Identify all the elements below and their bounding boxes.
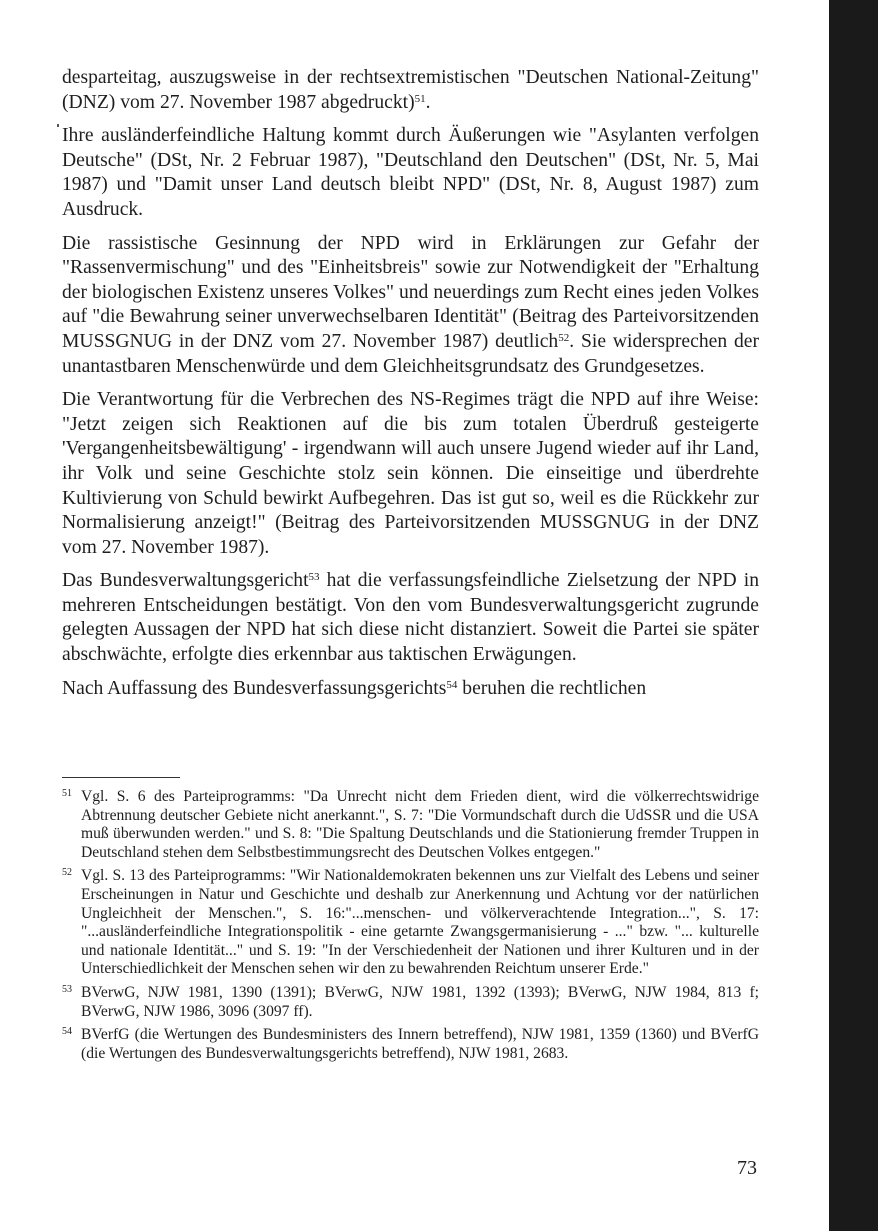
main-text [62, 66, 759, 710]
footnote-text: BVerfG (die Wertungen des Bundesministers des Innern betreffend), NJW 1981, 1359 (1360) und BVerfG (die Wertungen des Bundesverwaltungsgerichts betreffend), NJW 1981, 2683. [81, 1026, 759, 1062]
paragraph-1: desparteitag, auszugsweise in der rechtsextremistischen "Deutschen National-Zeitung" (DNZ) vom 27. November 1987 abgedruckt)$^{51}$. [62, 67, 759, 113]
footnote-54 [62, 1026, 759, 1063]
footnote-number: 51 [62, 788, 72, 799]
paragraph-6: Nach Auffassung des Bundesverfassungsgerichts$^{54}$ beruhen die rechtlichen [62, 677, 647, 699]
paragraph-4: Die Verantwortung für die Verbrechen des NS-Regimes trägt die NPD auf ihre Weise: "Jetzt zeigen sich Reaktionen auf die bis zum totalen Überdruß gesteigerte 'Vergangenheitsbewältigung' - irgendwann will auch unsere Jugend wieder auf ihr Land, ihr Volk und seine Geschichte stolz sein können. Die einseitige und überdrehte Kultivierung von Schuld bewirkt Aufbegehren. Das ist gut so, weil es die Rückkehr zur Normalisierung anzeigt!" (Beitrag des Parteivorsitzenden MUSSGNUG in der DNZ vom 27. November 1987). [62, 389, 759, 558]
footnote-number: 52 [62, 867, 72, 879]
footnote-text: Vgl. S. 6 des Parteiprogramms: "Da Unrecht nicht dem Frieden dient, wird die völkerrechtswidrige Abtrennung deutscher Gebiete nicht anerkannt.", S. 7: "Die Vormundschaft durch die UdSSR und die USA muß überwunden werden." und S. 8: "Die Spaltung Deutschlands und die Stationierung fremder Truppen in Deutschland stehen dem Selbstbestimmungsrecht des Deutschen Volkes entgegen." [81, 788, 759, 861]
footnote-53 [62, 984, 759, 1021]
footnote-ref-51[interactable]: 51 [414, 92, 426, 105]
footnote-text: Vgl. S. 13 des Parteiprogramms: "Wir Nationaldemokraten bekennen uns zur Vielfalt des Lebens und seiner Erscheinungen in Natur und Geschichte und deshalb zur Anerkennung und Achtung vor der natürlichen Ungleichheit der Menschen.", S. 16:"...menschen- und völkerverachtende Integration...", S. 17: "...ausländerfeindliche Integrationspolitik - eine getarnte Zwangsgermanisierung - ..." bzw. "... kulturelle und nationale Identität..." und S. 19: "In der Verschiedenheit der Nationen und ihrer Kulturen und in der Unterschiedlichkeit der Menschen sehen wir den zu bewahrenden Reichtum unserer Erde." [81, 867, 759, 978]
scan-edge-shadow [829, 0, 878, 1231]
footnote-number: 53 [62, 983, 72, 995]
paragraph-2: Ihre ausländerfeindliche Haltung kommt durch Äußerungen wie "Asylanten verfolgen Deutsche" (DSt, Nr. 2 Februar 1987), "Deutschland den Deutschen" (DSt, Nr. 5, Mai 1987) und "Damit unser Land deutsch bleibt NPD" (DSt, Nr. 8, August 1987) zum Ausdruck. [62, 125, 759, 220]
footnote-separator [62, 777, 180, 778]
footnote-number: 54 [62, 1026, 72, 1038]
paragraph-5: Das Bundesverwaltungsgericht$^{53}$ hat die verfassungsfeindliche Zielsetzung der NPD in mehreren Entscheidungen bestätigt. Von den vom Bundesverwaltungsgericht zugrunde gelegten Aussagen der NPD hat sich diese nicht distanziert. Soweit die Partei sie später abschwächte, erfolgte dies erkennbar aus taktischen Erwägungen. [62, 570, 759, 666]
footnote-ref-52[interactable]: 52 [558, 331, 570, 344]
footnote-ref-54[interactable]: 54 [446, 678, 458, 691]
paragraph-3: Die rassistische Gesinnung der NPD wird in Erklärungen zur Gefahr der "Rassenvermischung" und des "Einheitsbreis" sowie zur Notwendigkeit der "Erhaltung der biologischen Existenz unseres Volkes" und neuerdings zum Recht eines jeden Volkes auf "die Bewahrung seiner unverwechselbaren Identität" (Beitrag des Parteivorsitzenden MUSSGNUG in der DNZ vom 27. November 1987) deutlich$^{52}$. Sie widersprechen der unantastbaren Menschenwürde und dem Gleichheitsgrundsatz des Grundgesetzes. [62, 232, 759, 377]
footnote-text: BVerwG, NJW 1981, 1390 (1391); BVerwG, NJW 1981, 1392 (1393); BVerwG, NJW 1984, 813 f; BVerwG, NJW 1986, 3096 (3097 ff). [81, 983, 759, 1020]
footnotes [62, 788, 759, 1068]
footnote-52 [62, 867, 759, 979]
footnote-ref-53[interactable]: 53 [308, 571, 320, 584]
footnote-51 [62, 788, 759, 862]
page-number: 73 [737, 1157, 757, 1179]
margin-mark [57, 124, 59, 127]
